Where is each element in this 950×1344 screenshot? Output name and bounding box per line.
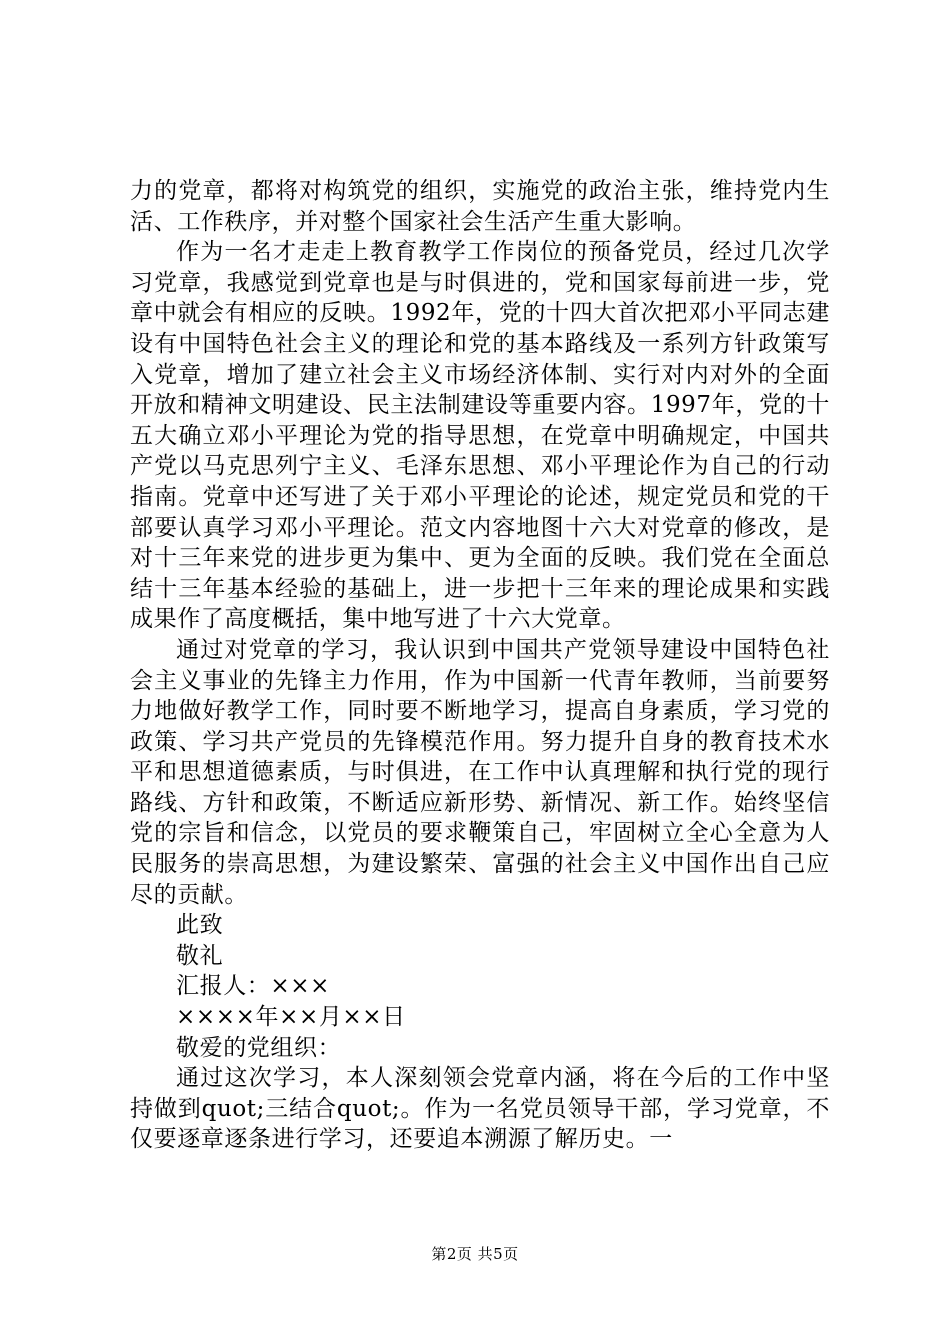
date-line: ××××年××月××日 — [176, 1004, 406, 1031]
paragraph-continuation: 力的党章，都将对构筑党的组织，实施党的政治主张，维持党内生活、工作秩序，并对整个国家社会生活产生重大影响。 — [130, 178, 830, 235]
page-footer — [0, 1244, 950, 1264]
paragraph-teacher-reflection: 通过对党章的学习，我认识到中国共产党领导建设中国特色社会主义事业的先锋主力作用，作为中国新一代青年教师，当前要努力地做好教学工作，同时要不断地学习，提高自身素质，学习党的政策、学习共产党员的先锋模范作用。努力提升自身的教育技术水平和思想道德素质，与时俱进，在工作中认真理解和执行党的现行路线、方针和政策，不断适应新形势、新情况、新工作。始终坚信党的宗旨和信念，以党员的要求鞭策自己，牢固树立全心全意为人民服务的崇高思想，为建设繁荣、富强的社会主义中国作出自己应尽的贡献。 — [130, 636, 830, 908]
paragraph-study-summary: 通过这次学习，本人深刻领会党章内涵，将在今后的工作中坚持做到quot;三结合quot;。作为一名党员领导干部，学习党章，不仅要逐章逐条进行学习，还要追本溯源了解历史。一 — [130, 1065, 830, 1153]
document-body — [130, 176, 830, 1155]
closing-greeting-ci-zhi: 此致 — [176, 912, 224, 939]
reporter-line: 汇报人：××× — [176, 973, 331, 1000]
page-number: 第2页 共5页 — [431, 1245, 519, 1263]
closing-greeting-jing-li: 敬礼 — [176, 942, 224, 969]
paragraph-party-constitution-history: 作为一名才走走上教育教学工作岗位的预备党员，经过几次学习党章，我感觉到党章也是与时俱进的，党和国家每前进一步，党章中就会有相应的反映。1992年，党的十四大首次把邓小平同志建设有中国特色社会主义的理论和党的基本路线及一系列方针政策写入党章，增加了建立社会主义市场经济体制、实行对内对外的全面开放和精神文明建设、民主法制建设等重要内容。1997年，党的十五大确立邓小平理论为党的指导思想，在党章中明确规定，中国共产党以马克思列宁主义、毛泽东思想、邓小平理论作为自己的行动指南。党章中还写进了关于邓小平理论的论述，规定党员和党的干部要认真学习邓小平理论。范文内容地图十六大对党章的修改，是对十三年来党的进步更为集中、更为全面的反映。我们党在全面总结十三年基本经验的基础上，进一步把十三年来的理论成果和实践成果作了高度概括，集中地写进了十六大党章。 — [130, 239, 830, 633]
salutation-line: 敬爱的党组织： — [176, 1034, 342, 1061]
